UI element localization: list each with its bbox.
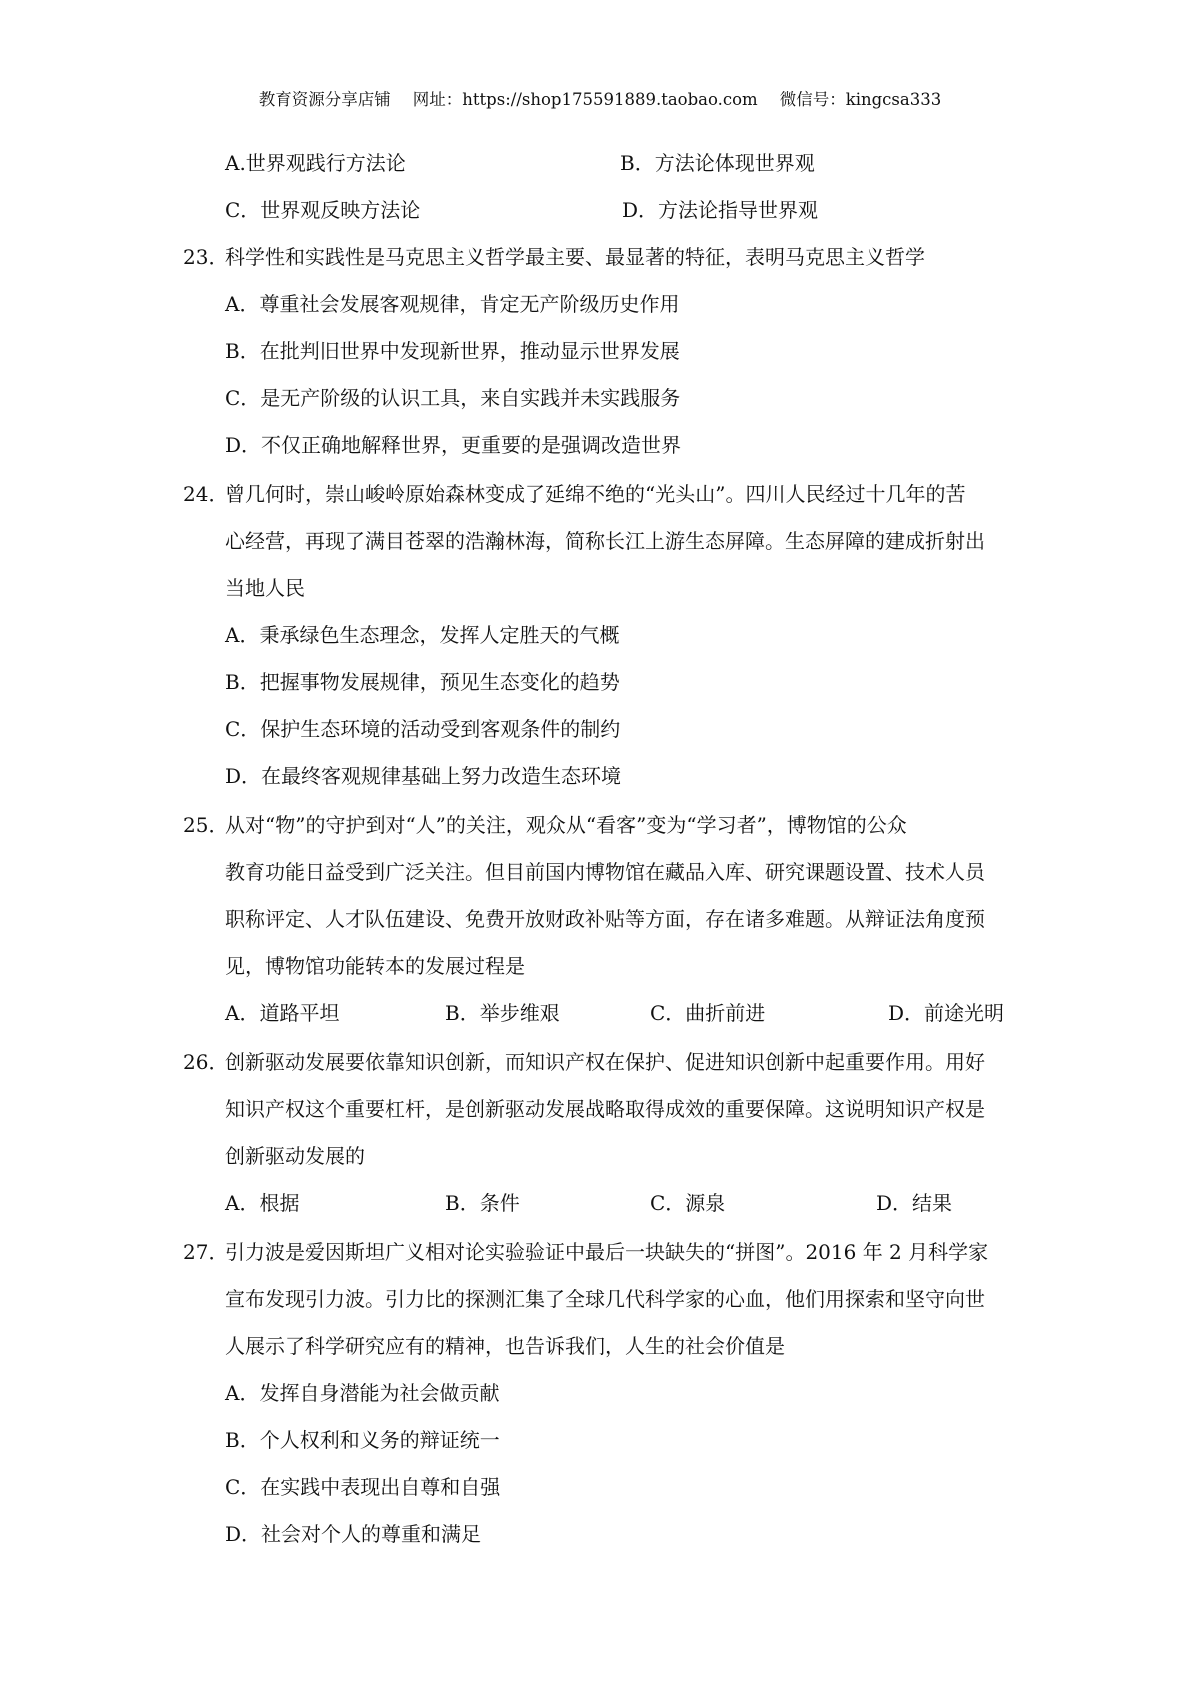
option-text: D．不仅正确地解释世界，更重要的是强调改造世界 — [225, 433, 682, 457]
q27-option-a — [0, 1380, 1200, 1427]
q24-option-c — [0, 716, 1200, 763]
option-text: B．个人权利和义务的辩证统一 — [225, 1428, 500, 1452]
q27-stem-text: 人展示了科学研究应有的精神，也告诉我们，人生的社会价值是 — [225, 1334, 785, 1358]
q27-option-d — [0, 1521, 1200, 1568]
q23-stem-line — [0, 244, 1200, 291]
question-list — [0, 150, 1200, 1568]
q26-options-row — [0, 1190, 1200, 1239]
q23-option-b — [0, 338, 1200, 385]
q26-stem-text: 创新驱动发展要依靠知识创新，而知识产权在保护、促进知识创新中起重要作用。用好 — [225, 1050, 985, 1074]
q25-option-c: C．曲折前进 — [650, 1001, 766, 1025]
q24-option-a — [0, 622, 1200, 669]
q24-number: 24． — [183, 482, 229, 506]
q24-stem-line — [0, 575, 1200, 622]
option-text: A．发挥自身潜能为社会做贡献 — [225, 1381, 500, 1405]
q26-option-a: A．根据 — [225, 1191, 300, 1215]
page-header — [0, 86, 1200, 110]
q26-stem-text: 创新驱动发展的 — [225, 1144, 365, 1168]
q24-stem-line — [0, 481, 1200, 528]
option-text: D．社会对个人的尊重和满足 — [225, 1522, 482, 1546]
q24-option-d — [0, 763, 1200, 812]
wechat-id: 微信号：kingcsa333 — [779, 90, 942, 109]
q26-number: 26． — [183, 1050, 229, 1074]
option-text: A．秉承绿色生态理念，发挥人定胜天的气概 — [225, 623, 620, 647]
shop-url: 网址：https://shop175591889.taobao.com — [412, 90, 758, 109]
q25-stem-text: 见，博物馆功能转本的发展过程是 — [225, 954, 525, 978]
q22-options-row-2 — [0, 197, 1200, 244]
q25-option-a: A．道路平坦 — [225, 1001, 340, 1025]
option-text: D．在最终客观规律基础上努力改造生态环境 — [225, 764, 622, 788]
q23-number: 23． — [183, 245, 229, 269]
option-text: C．保护生态环境的活动受到客观条件的制约 — [225, 717, 621, 741]
option-text: B．在批判旧世界中发现新世界，推动显示世界发展 — [225, 339, 680, 363]
q27-stem-text: 宣布发现引力波。引力比的探测汇集了全球几代科学家的心血，他们用探索和坚守向世 — [225, 1287, 985, 1311]
q26-stem-line — [0, 1143, 1200, 1190]
q26-option-c: C．源泉 — [650, 1191, 726, 1215]
q22-option-d: D．方法论指导世界观 — [622, 198, 819, 222]
q25-stem-line — [0, 812, 1200, 859]
q27-option-c — [0, 1474, 1200, 1521]
q23-option-a — [0, 291, 1200, 338]
q25-stem-line — [0, 906, 1200, 953]
q24-stem-text: 心经营，再现了满目苍翠的浩瀚林海，简称长江上游生态屏障。生态屏障的建成折射出 — [225, 529, 985, 553]
q25-option-b: B．举步维艰 — [445, 1001, 560, 1025]
option-text: A．尊重社会发展客观规律，肯定无产阶级历史作用 — [225, 292, 680, 316]
q26-stem-text: 知识产权这个重要杠杆，是创新驱动发展战略取得成效的重要保障。这说明知识产权是 — [225, 1097, 985, 1121]
q22-option-a: A.世界观践行方法论 — [225, 151, 406, 175]
q25-stem-text: 从对“物”的守护到对“人”的关注，观众从“看客”变为“学习者”，博物馆的公众 — [225, 813, 907, 837]
q24-stem-text: 曾几何时，崇山峻岭原始森林变成了延绵不绝的“光头山”。四川人民经过十几年的苦 — [225, 482, 966, 506]
q24-option-b — [0, 669, 1200, 716]
q25-option-d: D．前途光明 — [888, 1001, 1005, 1025]
q24-stem-line — [0, 528, 1200, 575]
q23-option-c — [0, 385, 1200, 432]
q22-options-row-1 — [0, 150, 1200, 197]
q26-option-d: D．结果 — [876, 1191, 953, 1215]
shop-name: 教育资源分享店铺 — [258, 90, 391, 109]
q27-number: 27． — [183, 1240, 229, 1264]
option-text: C．是无产阶级的认识工具，来自实践并未实践服务 — [225, 386, 681, 410]
q25-options-row — [0, 1000, 1200, 1049]
q26-stem-line — [0, 1049, 1200, 1096]
q27-stem-text: 引力波是爱因斯坦广义相对论实验验证中最后一块缺失的“拼图”。2016 年 2 月科学家 — [225, 1240, 989, 1264]
q25-stem-text: 职称评定、人才队伍建设、免费开放财政补贴等方面，存在诸多难题。从辩证法角度预 — [225, 907, 985, 931]
q25-stem-line — [0, 859, 1200, 906]
option-text: C．在实践中表现出自尊和自强 — [225, 1475, 501, 1499]
q22-option-c: C．世界观反映方法论 — [225, 198, 421, 222]
q27-stem-line — [0, 1239, 1200, 1286]
q25-number: 25． — [183, 813, 229, 837]
q23-stem-text: 科学性和实践性是马克思主义哲学最主要、最显著的特征，表明马克思主义哲学 — [225, 245, 925, 269]
q24-stem-text: 当地人民 — [225, 576, 305, 600]
q26-option-b: B．条件 — [445, 1191, 520, 1215]
q23-option-d — [0, 432, 1200, 481]
q27-option-b — [0, 1427, 1200, 1474]
option-text: B．把握事物发展规律，预见生态变化的趋势 — [225, 670, 620, 694]
q27-stem-line — [0, 1286, 1200, 1333]
q25-stem-text: 教育功能日益受到广泛关注。但目前国内博物馆在藏品入库、研究课题设置、技术人员 — [225, 860, 985, 884]
q25-stem-line — [0, 953, 1200, 1000]
q22-option-b: B．方法论体现世界观 — [620, 151, 815, 175]
q26-stem-line — [0, 1096, 1200, 1143]
q27-stem-line — [0, 1333, 1200, 1380]
